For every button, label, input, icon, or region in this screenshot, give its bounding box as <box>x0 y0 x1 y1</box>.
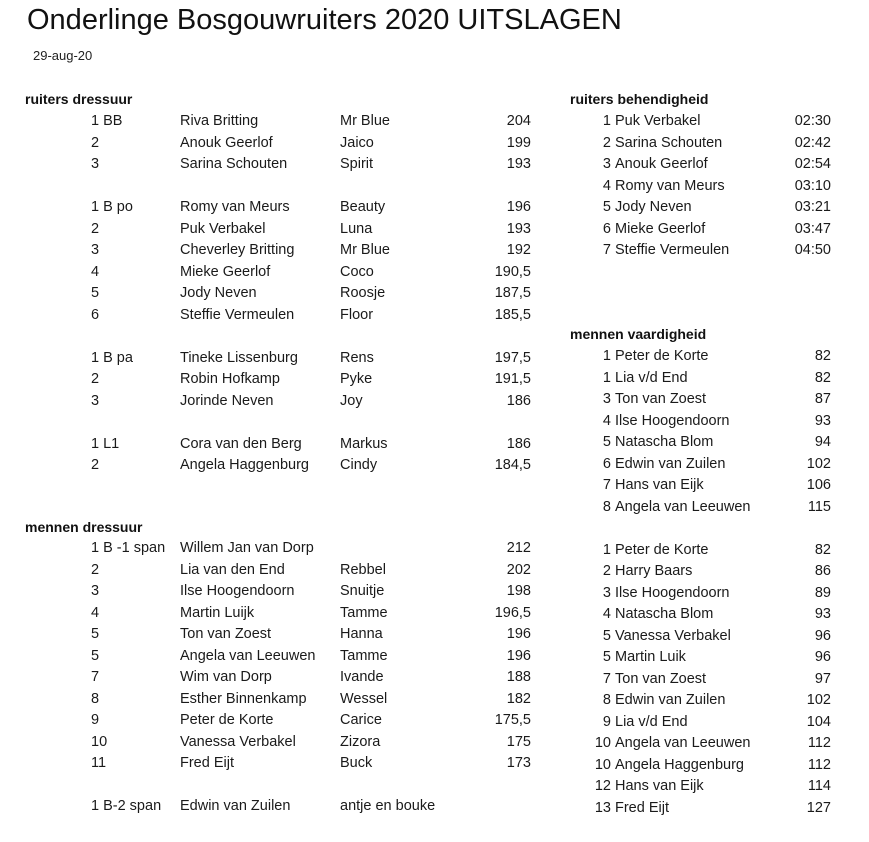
horse-name: Snuitje <box>340 583 385 599</box>
result-score: 93 <box>814 412 831 429</box>
horse-name: Joy <box>340 392 363 409</box>
result-score: 97 <box>814 670 831 687</box>
rider-name: Angela van Leeuwen <box>615 735 751 751</box>
result-row <box>569 368 831 389</box>
horse-name: Beauty <box>340 199 386 215</box>
result-rank: 3 <box>602 584 611 601</box>
result-score: 188 <box>506 669 531 685</box>
result-rank: 5 <box>91 626 100 642</box>
result-rank: 10 <box>91 733 108 750</box>
result-row <box>25 434 531 455</box>
horse-name: Carice <box>340 712 382 728</box>
result-score: 204 <box>506 113 531 129</box>
rider-name: Mieke Geerlof <box>180 263 271 280</box>
result-row <box>569 776 831 797</box>
result-rank: 3 <box>602 391 611 407</box>
result-row <box>569 690 831 711</box>
result-rank: 8 <box>602 692 611 708</box>
result-row <box>569 432 831 453</box>
rider-name: Jody Neven <box>615 199 692 215</box>
result-row <box>25 219 531 240</box>
result-score: 192 <box>506 242 531 258</box>
result-score: 02:54 <box>794 156 831 172</box>
result-score: 03:21 <box>794 199 831 215</box>
result-score: 112 <box>807 756 831 773</box>
result-row <box>25 753 531 774</box>
result-score: 102 <box>806 692 831 708</box>
result-rank: 5 <box>602 627 611 644</box>
result-score: 173 <box>506 755 531 771</box>
result-row <box>569 626 831 647</box>
result-row <box>569 798 831 819</box>
rider-name: Tineke Lissenburg <box>180 349 298 366</box>
result-row <box>25 538 531 559</box>
result-row <box>25 197 531 218</box>
result-row <box>569 346 831 367</box>
result-row <box>25 111 531 132</box>
rider-name: Fred Eijt <box>615 799 669 816</box>
result-rank: 2 <box>602 563 611 579</box>
result-row <box>569 540 831 561</box>
result-rank: 6 <box>602 220 611 237</box>
result-rank: 8 <box>602 498 611 515</box>
result-score: 96 <box>814 627 831 644</box>
result-rank: 3 <box>602 156 611 172</box>
rider-name: Angela van Leeuwen <box>180 647 316 664</box>
rider-name: Ton van Zoest <box>615 391 707 407</box>
result-row <box>25 796 531 817</box>
rider-name: Angela Haggenburg <box>180 457 309 473</box>
rider-name: Vanessa Verbakel <box>180 733 296 750</box>
rider-name: Angela Haggenburg <box>615 756 744 773</box>
rider-name: Cora van den Berg <box>180 435 302 452</box>
result-rank: 1 <box>602 348 611 364</box>
result-rank: 7 <box>91 669 100 685</box>
horse-name: Mr Blue <box>340 242 390 258</box>
result-score: 127 <box>806 799 831 816</box>
result-score: 193 <box>506 156 531 172</box>
horse-name: Mr Blue <box>340 113 390 129</box>
result-rank: 1 B po <box>91 199 133 215</box>
result-score: 196 <box>506 199 531 215</box>
rider-name: Edwin van Zuilen <box>180 798 291 814</box>
result-rank: 11 <box>91 755 107 771</box>
horse-name: Hanna <box>340 626 383 642</box>
result-rank: 5 <box>602 434 611 450</box>
result-row <box>25 732 531 753</box>
result-rank: 7 <box>602 242 611 258</box>
result-row <box>25 603 531 624</box>
result-row <box>25 646 531 667</box>
result-score: 87 <box>814 391 831 407</box>
result-rank: 10 <box>594 756 611 773</box>
result-rank: 13 <box>594 799 611 816</box>
result-rank: 5 <box>602 199 611 215</box>
result-row <box>25 348 531 369</box>
result-rank: 1 <box>602 113 611 129</box>
rider-name: Cheverley Britting <box>180 242 295 258</box>
result-score: 86 <box>814 563 831 579</box>
horse-name: Rebbel <box>340 561 386 578</box>
rider-name: Lia van den End <box>180 561 285 578</box>
result-score: 186 <box>506 392 531 409</box>
horse-name: Buck <box>340 755 373 771</box>
result-score: 182 <box>506 690 531 707</box>
rider-name: Romy van Meurs <box>615 177 725 194</box>
rider-name: Ton van Zoest <box>615 670 707 687</box>
result-row <box>569 604 831 625</box>
rider-name: Puk Verbakel <box>180 220 266 237</box>
rider-name: Natascha Blom <box>615 434 714 450</box>
rider-name: Ilse Hoogendoorn <box>180 583 295 599</box>
rider-name: Lia v/d End <box>615 369 688 386</box>
rider-name: Puk Verbakel <box>615 113 701 129</box>
result-score: 04:50 <box>794 242 831 258</box>
result-rank: 7 <box>602 670 611 687</box>
result-row <box>569 475 831 496</box>
rider-name: Wim van Dorp <box>180 669 272 685</box>
horse-name: Floor <box>340 306 374 323</box>
result-rank: 7 <box>602 477 611 493</box>
horse-name: Markus <box>340 435 388 452</box>
result-score: 198 <box>506 583 531 599</box>
result-row <box>569 755 831 776</box>
rider-name: Jody Neven <box>180 285 257 301</box>
result-rank: 3 <box>91 156 100 172</box>
result-score: 175 <box>506 733 531 750</box>
result-row <box>569 454 831 475</box>
result-rank: 1 <box>602 369 611 386</box>
result-row <box>569 712 831 733</box>
rider-name: Robin Hofkamp <box>180 371 280 387</box>
result-rank: 4 <box>602 412 611 429</box>
result-row <box>25 391 531 412</box>
horse-name: antje en bouke <box>340 798 436 814</box>
result-score: 199 <box>506 134 531 151</box>
rider-name: Anouk Geerlof <box>615 156 708 172</box>
result-score: 82 <box>814 369 831 386</box>
rider-name: Mieke Geerlof <box>615 220 706 237</box>
result-row <box>25 560 531 581</box>
result-rank: 5 <box>91 285 100 301</box>
result-score: 196 <box>506 647 531 664</box>
result-score: 193 <box>506 220 531 237</box>
result-rank: 12 <box>594 778 611 794</box>
result-row <box>569 411 831 432</box>
result-score: 212 <box>506 540 531 556</box>
rider-name: Martin Luijk <box>180 604 255 621</box>
rider-name: Peter de Korte <box>180 712 274 728</box>
result-score: 187,5 <box>494 285 531 301</box>
rider-name: Willem Jan van Dorp <box>180 540 314 556</box>
rider-name: Steffie Vermeulen <box>180 306 295 323</box>
rider-name: Hans van Eijk <box>615 477 704 493</box>
result-score: 96 <box>814 649 831 665</box>
result-rank: 3 <box>91 583 100 599</box>
horse-name: Zizora <box>340 733 381 750</box>
rider-name: Harry Baars <box>615 563 693 579</box>
result-rank: 2 <box>91 134 100 151</box>
result-row <box>25 710 531 731</box>
result-score: 82 <box>814 541 831 558</box>
result-row <box>25 240 531 261</box>
result-row <box>569 176 831 197</box>
result-score: 197,5 <box>494 349 531 366</box>
result-rank: 4 <box>602 606 611 622</box>
rider-name: Hans van Eijk <box>615 778 704 794</box>
result-score: 175,5 <box>494 712 531 728</box>
result-rank: 3 <box>91 392 100 409</box>
rider-name: Sarina Schouten <box>180 156 288 172</box>
result-score: 82 <box>814 348 831 364</box>
result-row <box>569 389 831 410</box>
horse-name: Tamme <box>340 647 388 664</box>
rider-name: Peter de Korte <box>615 541 709 558</box>
section-heading-ruiters-dressuur: ruiters dressuur <box>25 91 133 107</box>
result-score: 196,5 <box>494 604 531 621</box>
rider-name: Riva Britting <box>180 113 259 129</box>
result-row <box>569 733 831 754</box>
result-row <box>569 669 831 690</box>
result-row <box>569 154 831 175</box>
result-rank: 4 <box>91 263 100 280</box>
result-rank: 8 <box>91 690 100 707</box>
result-rank: 2 <box>91 561 100 578</box>
result-rank: 1 B pa <box>91 349 133 366</box>
rider-name: Vanessa Verbakel <box>615 627 731 644</box>
rider-name: Steffie Vermeulen <box>615 242 730 258</box>
result-row <box>25 305 531 326</box>
result-rank: 10 <box>594 735 611 751</box>
result-score: 196 <box>506 626 531 642</box>
horse-name: Roosje <box>340 285 386 301</box>
rider-name: Ilse Hoogendoorn <box>615 584 730 601</box>
rider-name: Sarina Schouten <box>615 134 723 151</box>
result-score: 202 <box>506 561 531 578</box>
result-score: 115 <box>807 498 831 515</box>
result-score: 104 <box>806 713 831 730</box>
result-rank: 1 L1 <box>91 435 120 452</box>
result-rank: 6 <box>91 306 100 323</box>
result-rank: 5 <box>91 647 100 664</box>
result-row <box>25 369 531 390</box>
result-row <box>569 219 831 240</box>
rider-name: Martin Luik <box>615 649 686 665</box>
result-rank: 9 <box>602 713 611 730</box>
result-score: 93 <box>814 606 831 622</box>
rider-name: Peter de Korte <box>615 348 709 364</box>
result-score: 03:10 <box>794 177 831 194</box>
result-row <box>25 154 531 175</box>
result-score: 106 <box>806 477 831 493</box>
result-row <box>569 133 831 154</box>
result-rank: 9 <box>91 712 100 728</box>
rider-name: Edwin van Zuilen <box>615 455 726 472</box>
horse-name: Pyke <box>340 371 373 387</box>
result-rank: 6 <box>602 455 611 472</box>
result-row <box>25 689 531 710</box>
result-rank: 1 <box>602 541 611 558</box>
result-score: 191,5 <box>494 371 531 387</box>
rider-name: Edwin van Zuilen <box>615 692 726 708</box>
result-row <box>569 647 831 668</box>
horse-name: Spirit <box>340 156 374 172</box>
result-row <box>25 581 531 602</box>
result-row <box>569 497 831 518</box>
rider-name: Lia v/d End <box>615 713 688 730</box>
result-row <box>569 240 831 261</box>
result-row <box>25 667 531 688</box>
result-rank: 4 <box>91 604 100 621</box>
section-heading-mennen-vaardigheid: mennen vaardigheid <box>570 326 707 342</box>
result-row <box>25 133 531 154</box>
result-score: 190,5 <box>494 263 531 280</box>
result-score: 02:30 <box>794 113 831 129</box>
rider-name: Ilse Hoogendoorn <box>615 412 730 429</box>
horse-name: Luna <box>340 220 373 237</box>
result-row <box>25 262 531 283</box>
horse-name: Coco <box>340 263 374 280</box>
result-score: 185,5 <box>494 306 531 323</box>
result-rank: 1 B-2 span <box>91 798 162 814</box>
result-row <box>569 561 831 582</box>
horse-name: Ivande <box>340 669 384 685</box>
horse-name: Tamme <box>340 604 388 621</box>
section-heading-ruiters-behendigheid: ruiters behendigheid <box>570 91 709 107</box>
rider-name: Fred Eijt <box>180 755 234 771</box>
page-date: 29-aug-20 <box>33 48 93 63</box>
result-score: 02:42 <box>794 134 831 151</box>
rider-name: Jorinde Neven <box>180 392 274 409</box>
result-score: 186 <box>506 435 531 452</box>
horse-name: Rens <box>340 349 374 366</box>
rider-name: Angela van Leeuwen <box>615 498 751 515</box>
result-row <box>569 111 831 132</box>
result-score: 114 <box>807 778 831 794</box>
result-rank: 2 <box>91 371 100 387</box>
page-title: Onderlinge Bosgouwruiters 2020 UITSLAGEN <box>27 4 622 36</box>
result-row <box>25 455 531 476</box>
rider-name: Ton van Zoest <box>180 626 272 642</box>
result-score: 94 <box>814 434 831 450</box>
result-rank: 5 <box>602 649 611 665</box>
horse-name: Jaico <box>340 134 374 151</box>
section-heading-mennen-dressuur: mennen dressuur <box>25 519 143 535</box>
rider-name: Natascha Blom <box>615 606 714 622</box>
horse-name: Wessel <box>340 690 388 707</box>
horse-name: Cindy <box>340 457 378 473</box>
result-rank: 3 <box>91 242 100 258</box>
result-rank: 2 <box>91 457 100 473</box>
result-score: 102 <box>806 455 831 472</box>
rider-name: Anouk Geerlof <box>180 134 273 151</box>
result-rank: 2 <box>91 220 100 237</box>
result-rank: 1 BB <box>91 113 123 129</box>
result-rank: 1 B -1 span <box>91 540 166 556</box>
result-row <box>569 197 831 218</box>
result-row <box>569 583 831 604</box>
result-row <box>25 283 531 304</box>
result-row <box>25 624 531 645</box>
rider-name: Romy van Meurs <box>180 199 290 215</box>
result-score: 184,5 <box>494 457 531 473</box>
result-score: 03:47 <box>794 220 831 237</box>
rider-name: Esther Binnenkamp <box>180 690 307 707</box>
result-rank: 2 <box>602 134 611 151</box>
result-rank: 4 <box>602 177 611 194</box>
result-score: 89 <box>814 584 831 601</box>
result-score: 112 <box>807 735 831 751</box>
